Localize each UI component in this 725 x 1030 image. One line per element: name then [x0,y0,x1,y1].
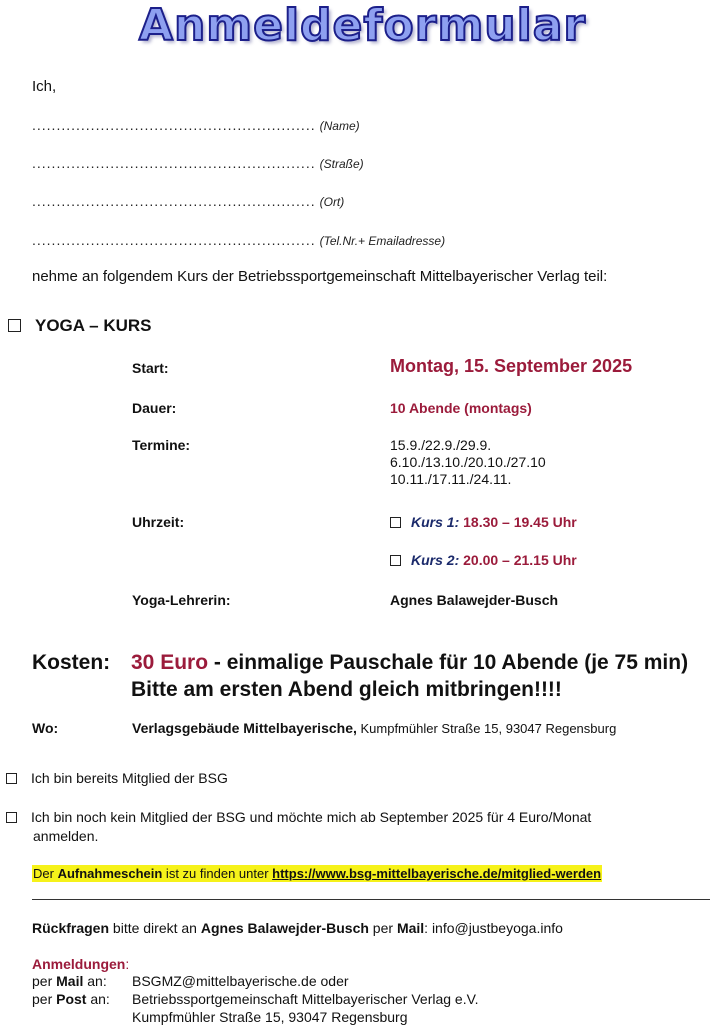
start-label: Start: [132,360,169,376]
non-member-checkbox[interactable] [6,812,17,823]
dotted-line: .......................................................... [32,232,316,248]
kurs2-label: Kurs 2: [411,552,460,568]
location-value [132,720,616,736]
registration-heading-colon: : [125,956,130,972]
dates-line-2: 6.10./13.10./20.10./27.10 [390,454,546,470]
intro-text: Ich, [32,78,57,95]
field-hint-street: (Straße) [319,157,364,171]
field-hint-name: (Name) [319,119,360,133]
kurs2-option[interactable] [390,552,577,568]
kurs2-time: 20.00 – 21.15 Uhr [463,552,577,568]
membership-option-1-text: Ich bin bereits Mitglied der BSG [31,770,228,786]
membership-option-2-line-1: Ich bin noch kein Mitglied der BSG und möchte mich ab September 2025 für 4 Euro/Monat [31,809,592,825]
location-venue: Verlagsgebäude Mittelbayerische, [132,720,357,736]
notice-middle: ist zu finden unter [162,866,273,881]
divider [32,899,710,900]
cost-line-1 [131,651,688,675]
start-value: Montag, 15. September 2025 [390,356,633,376]
post-label-suffix: an: [86,991,110,1007]
course-checkbox[interactable] [8,319,21,332]
membership-notice [32,865,602,882]
membership-option-1[interactable] [6,770,228,786]
location-label: Wo: [32,720,59,736]
membership-option-2[interactable] [6,809,591,825]
post-label-bold: Post [56,991,87,1007]
notice-bold: Aufnahmeschein [57,866,163,881]
duration-label: Dauer: [132,400,177,416]
kurs1-time: 18.30 – 19.45 Uhr [463,514,577,530]
dates-line-3: 10.11./17.11./24.11. [390,471,512,487]
cost-amount: 30 Euro [131,651,209,674]
mail-label-bold: Mail [56,973,84,989]
mail-label-prefix: per [32,973,57,989]
course-name: YOGA – KURS [35,316,152,335]
dates-label-text: Termine: [132,437,191,453]
form-title: Anmeldeformular [138,0,587,51]
post-label-prefix: per [32,991,57,1007]
registration-post-label [32,991,110,1007]
kurs1-label: Kurs 1: [411,514,460,530]
contact-bold-1: Rückfragen [32,920,110,936]
cost-text: - einmalige Pauschale für 10 Abende (je 75 min) [208,651,689,674]
notice-prefix: Der [33,866,58,881]
registration-post-line-2: Kumpfmühler Straße 15, 93047 Regensburg [132,1009,408,1025]
contact-text-2: per [368,920,397,936]
duration-value: 10 Abende (montags) [390,400,532,416]
kurs1-option[interactable] [390,514,577,530]
cost-line-2: Bitte am ersten Abend gleich mitbringen!!!! [131,678,562,701]
kurs1-checkbox[interactable] [390,517,401,528]
field-hint-contact: (Tel.Nr.+ Emailadresse) [319,234,446,248]
dotted-line: .......................................................... [32,117,316,133]
field-hint-city: (Ort) [319,195,345,209]
registration-mail-label [32,973,107,989]
contact-field[interactable] [32,232,445,248]
registration-heading [32,956,129,972]
location-address: Kumpfmühler Straße 15, 93047 Regensburg [356,721,617,736]
teacher-value: Agnes Balawejder-Busch [390,592,559,608]
street-field[interactable] [32,155,364,171]
contact-text-1: bitte direkt an [109,920,201,936]
membership-option-2-line-2: anmelden. [33,828,99,844]
dates-line-1: 15.9./22.9./29.9. [390,437,492,453]
contact-bold-2: Agnes Balawejder-Busch [200,920,369,936]
contact-text-3: : info@justbeyoga.info [424,920,563,936]
teacher-label: Yoga-Lehrerin: [132,592,231,608]
dates-list [390,437,546,488]
mail-label-suffix: an: [83,973,107,989]
time-label: Uhrzeit: [132,514,185,530]
kurs2-checkbox[interactable] [390,555,401,566]
contact-line [32,920,563,936]
registration-heading-text: Anmeldungen [32,956,126,972]
course-option[interactable] [8,316,152,336]
membership-link[interactable]: https://www.bsg-mittelbayerische.de/mitglied-werden [272,866,602,881]
registration-mail-value: BSGMZ@mittelbayerische.de oder [132,973,349,989]
contact-bold-3: Mail [396,920,425,936]
participation-text: nehme an folgendem Kurs der Betriebssportgemeinschaft Mittelbayerischer Verlag teil: [32,268,608,285]
dates-label [132,437,190,453]
city-field[interactable] [32,193,344,209]
cost-label: Kosten: [32,651,111,674]
dotted-line: .......................................................... [32,193,316,209]
member-checkbox[interactable] [6,773,17,784]
registration-post-line-1: Betriebssportgemeinschaft Mittelbayerischer Verlag e.V. [132,991,479,1007]
name-field[interactable] [32,117,360,133]
dotted-line: .......................................................... [32,155,316,171]
